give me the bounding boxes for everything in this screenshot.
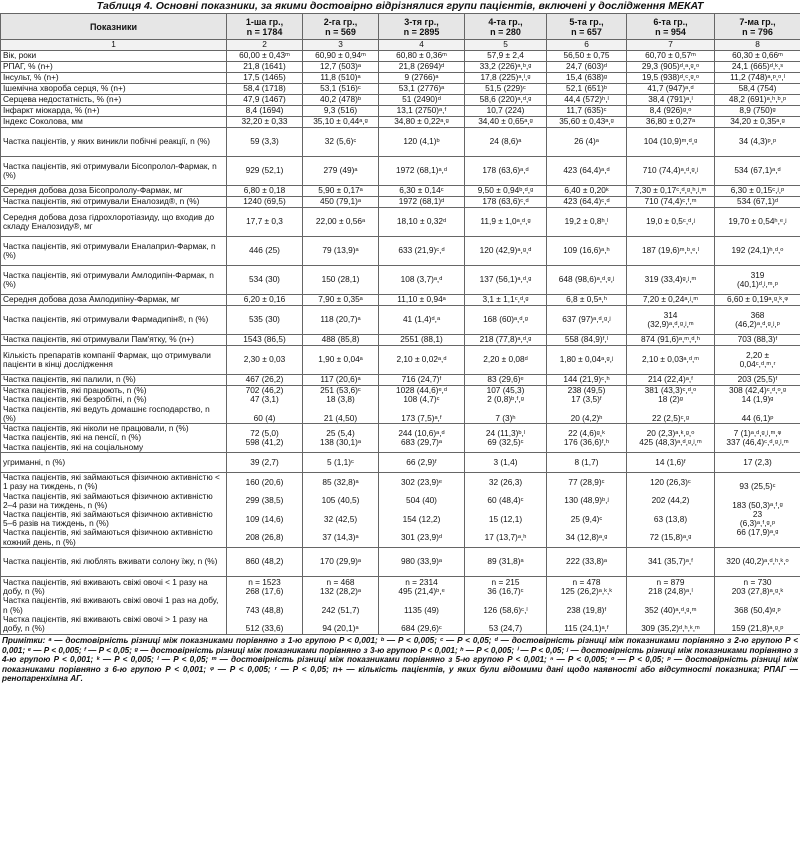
- row-label: Частка пацієнтів, які ніколи не працювали, n (%) Частка пацієнтів, які на пенсії, n (%) Частка пацієнтів, які на соціальному: [1, 424, 227, 453]
- cell-group-4: 34,40 ± 0,65ᵃ,ᵍ: [465, 117, 547, 128]
- cell-group-5: 648 (98,6)ᵃ,ᵈ,ᵍ,ʲ: [547, 266, 627, 295]
- cell-group-1: 702 (46,2) 47 (3,1) 60 (4): [227, 386, 303, 424]
- row-label: Кількість препаратів компанії Фармак, що отримували пацієнти в кінці дослідження: [1, 346, 227, 375]
- table-row: [1, 266, 800, 295]
- row-label: Індекс Соколова, мм: [1, 117, 227, 128]
- cell-group-6: 214 (22,4)ᵃ,ᶠ: [627, 375, 715, 386]
- cell-group-6: 2,10 ± 0,03ᵃ,ᵈ,ᵐ: [627, 346, 715, 375]
- cell-group-2: 35,10 ± 0,44ᵃ,ᵍ: [303, 117, 379, 128]
- cell-group-6: 381 (43,3)ᶜ,ᵈ,ᵒ 18 (2)ᵍ 22 (2,5)ᶜ,ᵍ: [627, 386, 715, 424]
- row-label: Частка пацієнтів, які отримували Бісопролол-Фармак, n (%): [1, 157, 227, 186]
- cell-group-5: 637 (97)ᵃ,ᵈ,ᵍ,ʲ: [547, 306, 627, 335]
- cell-group-6: 19,5 (938)ᵈ,ᶜ,ᵍ,ᵒ: [627, 73, 715, 84]
- cell-group-1: 17,7 ± 0,3: [227, 208, 303, 237]
- cell-group-6: 60,70 ± 0,57ᵐ: [627, 51, 715, 62]
- cell-group-5: 222 (33,8)ᵃ: [547, 548, 627, 577]
- cell-group-2: 40,2 (478)ᵇ: [303, 95, 379, 106]
- cell-group-2: 251 (53,6)ᶜ 18 (3,8) 21 (4,50): [303, 386, 379, 424]
- cell-group-4: 120 (42,9)ᵃ,ᵍ,ᵈ: [465, 237, 547, 266]
- row-label: Вік, роки: [1, 51, 227, 62]
- cell-group-1: 58,4 (1718): [227, 84, 303, 95]
- table-row: [1, 84, 800, 95]
- row-label: Частка пацієнтів, які отримували Пам'ятку, % (n+): [1, 335, 227, 346]
- cell-group-3: 980 (33,9)ᵃ: [379, 548, 465, 577]
- cell-group-3: 2,10 ± 0,02ᵃ,ᵈ: [379, 346, 465, 375]
- cell-group-4: 33,2 (226)ᵃ,ᵇ,ᵍ: [465, 62, 547, 73]
- cell-group-5: 6,40 ± 0,20ᵏ: [547, 186, 627, 197]
- cell-group-7: 8,9 (750)ᵍ: [715, 106, 800, 117]
- table-row: [1, 548, 800, 577]
- row-label: Частка пацієнтів, які отримували Амлодипін-Фармак, n (%): [1, 266, 227, 295]
- cell-group-4: 32 (26,3) 60 (48,4)ᶜ 15 (12,1) 17 (13,7)ᵃ,ʰ: [465, 473, 547, 548]
- cell-group-3: 633 (21,9)ᶜ,ᵈ: [379, 237, 465, 266]
- cell-group-4: 11,9 ± 1,0ᵃ,ᵈ,ᵍ: [465, 208, 547, 237]
- cell-group-4: 2,20 ± 0,08ᵈ: [465, 346, 547, 375]
- cell-group-3: 41 (1,4)ᵈ,ᵃ: [379, 306, 465, 335]
- row-label: Серцева недостатність, % (n+): [1, 95, 227, 106]
- cell-group-3: 66 (2,9)ᶠ: [379, 453, 465, 473]
- cell-group-3: 716 (24,7)ᶠ: [379, 375, 465, 386]
- cell-group-5: 56,50 ± 0,75: [547, 51, 627, 62]
- cell-group-6: 341 (35,7)ᵃ,ᶠ: [627, 548, 715, 577]
- table-row: [1, 237, 800, 266]
- cell-group-4: n = 215 36 (16,7)ᶜ 126 (58,6)ᶜ,ˡ 53 (24,7): [465, 577, 547, 635]
- cell-group-2: 25 (5,4) 138 (30,1)ᵃ: [303, 424, 379, 453]
- cell-group-2: 450 (79,1)ᵃ: [303, 197, 379, 208]
- cell-group-7: 534 (67,1)ᵈ: [715, 197, 800, 208]
- row-label: Частка пацієнтів, які займаються фізичною активністю < 1 разу на тиждень, n (%) Частка пацієнтів, які займаються фізичною активністю 2–4 рази на тиждень, n (%) Частка пацієнтів, які займаються фізичною активністю 5–6 разів на тиждень, n (%) Частка пацієнтів, які займаються фізичною активністю кожний день, n (%): [1, 473, 227, 548]
- cell-group-6: 8,4 (926)ᵍ,ᵒ: [627, 106, 715, 117]
- cell-group-4: 24 (11,3)ᵇ,ˡ 69 (32,5)ᶜ: [465, 424, 547, 453]
- table-row: [1, 157, 800, 186]
- cell-group-3: 60,80 ± 0,36ᵐ: [379, 51, 465, 62]
- column-number-row: [1, 40, 800, 51]
- cell-group-5: 423 (64,4)ᶜ,ᵈ: [547, 197, 627, 208]
- cell-group-1: 8,4 (1694): [227, 106, 303, 117]
- col-number: 8: [715, 40, 800, 51]
- table-row: [1, 386, 800, 424]
- cell-group-1: 534 (30): [227, 266, 303, 295]
- cell-group-3: 21,8 (2694)ᵈ: [379, 62, 465, 73]
- cell-group-5: 11,7 (635)ᶜ: [547, 106, 627, 117]
- table-row: [1, 73, 800, 84]
- cell-group-1: 72 (5,0) 598 (41,2): [227, 424, 303, 453]
- cell-group-5: 44,4 (572)ʰ,ˡ: [547, 95, 627, 106]
- table-row: [1, 208, 800, 237]
- cell-group-3: 53,1 (2776)ᵃ: [379, 84, 465, 95]
- cell-group-2: 7,90 ± 0,35ᵃ: [303, 295, 379, 306]
- cell-group-1: 59 (3,3): [227, 128, 303, 157]
- cell-group-6: 36,80 ± 0,27ᵃ: [627, 117, 715, 128]
- cell-group-4: 137 (56,1)ᵃ,ᵈ,ᵍ: [465, 266, 547, 295]
- cell-group-1: 47,9 (1467): [227, 95, 303, 106]
- cell-group-6: 7,30 ± 0,17ᶜ,ᵈ,ᵍ,ʰ,ʲ,ᵐ: [627, 186, 715, 197]
- table-row: [1, 306, 800, 335]
- cell-group-1: 1240 (69,5): [227, 197, 303, 208]
- cell-group-3: 1028 (44,6)ᵉ,ᵈ 108 (4,7)ᶜ 173 (7,5)ᵃ,ᶠ: [379, 386, 465, 424]
- cell-group-7: 320 (40,2)ᵃ,ᵈ,ʰ,ᵏ,ᵒ: [715, 548, 800, 577]
- col-number: 1: [1, 40, 227, 51]
- row-label: Середня добова доза Бісопрололу-Фармак, мг: [1, 186, 227, 197]
- cell-group-1: 39 (2,7): [227, 453, 303, 473]
- cell-group-7: 203 (25,5)ᶠ: [715, 375, 800, 386]
- header-group-5: 5-та гр., n = 657: [547, 14, 627, 40]
- cell-group-4: 24 (8,6)ᵃ: [465, 128, 547, 157]
- cell-group-4: 51,5 (229)ᶜ: [465, 84, 547, 95]
- cell-group-2: 53,1 (516)ᶜ: [303, 84, 379, 95]
- cell-group-3: 120 (4,1)ᵇ: [379, 128, 465, 157]
- cell-group-1: 2,30 ± 0,03: [227, 346, 303, 375]
- header-group-6: 6-та гр., n = 954: [627, 14, 715, 40]
- table-row: [1, 128, 800, 157]
- table-notes: Примітки: ᵃ — достовірність різниці між показниками порівняно з 1-ю групою P < 0,001; ᵇ — P < 0,005; ᶜ — P < 0,05; ᵈ — достовірність різниці між показниками порівняно з 2-ю групою P < 0,001; ᵉ — P < 0,005; ᶠ — P < 0,05; ᵍ — достовірність різниці між показниками порівняно з 3-ю групою P < 0,001; ʰ — P < 0,005; ⁱ — P < 0,05; ʲ — достовірність різниці між показниками порівняно з 4-ю групою P < 0,001; ᵏ — P < 0,005; ˡ — P < 0,05; ᵐ — достовірність різниці між показниками порівняно з 5-ю групою P < 0,001; ⁿ — P < 0,005; ᵒ — P < 0,05; ᵖ — достовірність різниці між показниками порівняно з 6-ю групою P < 0,001; ᵠ — P < 0,005; ʳ — P < 0,05; n+ — кількість пацієнтів, у яких були відомими дані щодо наявності або відсутності показника; РПАГ — ренопаренхімна АГ.: [2, 636, 798, 684]
- cell-group-4: 178 (63,6)ᶜ,ᵈ: [465, 197, 547, 208]
- cell-group-1: 6,80 ± 0,18: [227, 186, 303, 197]
- cell-group-5: 26 (4)ᵃ: [547, 128, 627, 157]
- table-row: [1, 117, 800, 128]
- cell-group-7: 34,20 ± 0,35ᵃ,ᵍ: [715, 117, 800, 128]
- cell-group-1: 17,5 (1465): [227, 73, 303, 84]
- cell-group-7: 48,2 (691)ᵃ,ʰ,ᵇ,ᵖ: [715, 95, 800, 106]
- cell-group-3: 18,10 ± 0,32ᵈ: [379, 208, 465, 237]
- cell-group-2: 85 (32,8)ᵃ 105 (40,5) 32 (42,5) 37 (14,3)ᵃ: [303, 473, 379, 548]
- cell-group-1: 860 (48,2): [227, 548, 303, 577]
- row-label: угриманні, n (%): [1, 453, 227, 473]
- table-row: [1, 295, 800, 306]
- cell-group-1: 60,00 ± 0,43ᵐ: [227, 51, 303, 62]
- row-label: Частка пацієнтів, які отримували Еналаприл-Фармак, n (%): [1, 237, 227, 266]
- cell-group-5: 423 (64,4)ᵃ,ᵈ: [547, 157, 627, 186]
- cell-group-7: 19,70 ± 0,54ʰ,ᵉ,ʲ: [715, 208, 800, 237]
- table-row: [1, 197, 800, 208]
- table-row: [1, 186, 800, 197]
- cell-group-5: 15,4 (638)ᵍ: [547, 73, 627, 84]
- cell-group-3: 302 (23,9)ᵉ 504 (40) 154 (12,2) 301 (23,9)ᵈ: [379, 473, 465, 548]
- cell-group-7: 24,1 (665)ᵈ,ᵏ,ˢ: [715, 62, 800, 73]
- cell-group-2: 12,7 (503)ᵃ: [303, 62, 379, 73]
- cell-group-4: 178 (63,6)ᵃ,ᵈ: [465, 157, 547, 186]
- cell-group-7: 17 (2,3): [715, 453, 800, 473]
- cell-group-7: 2,20 ± 0,04ᶜ,ᵈ,ᵐ,ʳ: [715, 346, 800, 375]
- cell-group-7: 93 (25,5)ᶜ 183 (50,3)ᵃ,ᶠ,ᵍ 23 (6,3)ᵃ,ᶠ,ᵍ,ᵖ 66 (17,9)ᵃ,ᵍ: [715, 473, 800, 548]
- row-label: Частка пацієнтів, які працюють, n (%) Частка пацієнтів, які безробітні, n (%) Частка пацієнтів, які ведуть домашнє господарство, n (%): [1, 386, 227, 424]
- cell-group-2: 60,90 ± 0,94ᵐ: [303, 51, 379, 62]
- row-label: Частка пацієнтів, які люблять вживати солону їжу, n (%): [1, 548, 227, 577]
- cell-group-4: 3 (1,4): [465, 453, 547, 473]
- cell-group-1: 446 (25): [227, 237, 303, 266]
- cell-group-6: 29,3 (905)ᵈ,ᵃ,ᵍ,ᵒ: [627, 62, 715, 73]
- cell-group-7: n = 730 203 (27,8)ᵃ,ᵍ,ᵏ 368 (50,4)ᵍ,ᵖ 159 (21,8)ᵃ,ᵍ,ᵖ: [715, 577, 800, 635]
- cell-group-2: 488 (85,8): [303, 335, 379, 346]
- header-group-7: 7-ма гр., n = 796: [715, 14, 800, 40]
- cell-group-6: 120 (26,3)ᶜ 202 (44,2) 63 (13,8) 72 (15,8)ᵃ,ᵍ: [627, 473, 715, 548]
- header-group-4: 4-та гр., n = 280: [465, 14, 547, 40]
- cell-group-5: 8 (1,7): [547, 453, 627, 473]
- cell-group-5: 52,1 (651)ᵇ: [547, 84, 627, 95]
- cell-group-5: 1,80 ± 0,04ᵃ,ᵍ,ʲ: [547, 346, 627, 375]
- cell-group-1: 21,8 (1641): [227, 62, 303, 73]
- cell-group-6: n = 879 218 (24,8)ᵃ,ˡ 352 (40)ᵃ,ᵈ,ᵍ,ᵐ 309 (35,2)ᵈ,ʰ,ᵏ,ᵐ: [627, 577, 715, 635]
- cell-group-2: 79 (13,9)ᵃ: [303, 237, 379, 266]
- cell-group-3: 11,10 ± 0,94ᵃ: [379, 295, 465, 306]
- cell-group-2: 150 (28,1): [303, 266, 379, 295]
- cell-group-3: 13,1 (2750)ᵃ,ᶠ: [379, 106, 465, 117]
- cell-group-1: 1543 (86,5): [227, 335, 303, 346]
- cell-group-5: n = 478 125 (26,2)ᵃ,ᵏ,ᵏ 238 (19,8)ᶠ 115 (24,1)ᵃ,ᶠ: [547, 577, 627, 635]
- cell-group-5: 6,8 ± 0,5ᵃ,ʰ: [547, 295, 627, 306]
- cell-group-7: 319 (40,1)ᵈ,ʲ,ᵐ,ᵖ: [715, 266, 800, 295]
- cell-group-7: 7 (1)ᵃ,ᵈ,ᵍ,ʲ,ᵐ,ᵠ 337 (46,4)ᶜ,ᵈ,ᵍ,ʲ,ᵐ: [715, 424, 800, 453]
- cell-group-7: 34 (4,3)ᵖ,ᵖ: [715, 128, 800, 157]
- cell-group-2: 9,3 (516): [303, 106, 379, 117]
- cell-group-6: 38,4 (791)ᵃ,ˡ: [627, 95, 715, 106]
- cell-group-2: 170 (29,9)ᵃ: [303, 548, 379, 577]
- table-row: [1, 335, 800, 346]
- row-label: Ішемічна хвороба серця, % (n+): [1, 84, 227, 95]
- cell-group-2: n = 468 132 (28,2)ᵃ 242 (51,7) 94 (20,1)ᵃ: [303, 577, 379, 635]
- cell-group-3: 1972 (68,1)ᵈ: [379, 197, 465, 208]
- col-number: 2: [227, 40, 303, 51]
- row-label: Інсульт, % (n+): [1, 73, 227, 84]
- cell-group-5: 144 (21,9)ᶜ,ʰ: [547, 375, 627, 386]
- cell-group-1: 6,20 ± 0,16: [227, 295, 303, 306]
- cell-group-1: n = 1523 268 (17,6) 743 (48,8) 512 (33,6): [227, 577, 303, 635]
- cell-group-2: 32 (5,6)ᶜ: [303, 128, 379, 157]
- cell-group-1: 467 (26,2): [227, 375, 303, 386]
- cell-group-7: 308 (42,4)ᶜ,ᵈ,ᵒ,ᵍ 14 (1,9)ᵍ 44 (6,1)ᵖ: [715, 386, 800, 424]
- cell-group-1: 32,20 ± 0,33: [227, 117, 303, 128]
- cell-group-5: 22 (4,6)ᵍ,ᵏ 176 (36,6)ᶠ,ʰ: [547, 424, 627, 453]
- cell-group-3: 108 (3,7)ᵃ,ᵈ: [379, 266, 465, 295]
- cell-group-1: 535 (30): [227, 306, 303, 335]
- cell-group-5: 109 (16,6)ᵃ,ʰ: [547, 237, 627, 266]
- row-label: РПАГ, % (n+): [1, 62, 227, 73]
- table-caption: Таблиця 4. Основні показники, за якими достовірно відрізнялися групи пацієнтів, включені у дослідження МЕКАТ: [96, 0, 704, 12]
- cell-group-4: 218 (77,8)ᵃ,ᵈ,ᵍ: [465, 335, 547, 346]
- cell-group-6: 14 (1,6)ᶠ: [627, 453, 715, 473]
- col-number: 5: [465, 40, 547, 51]
- cell-group-4: 107 (45,3) 2 (0,8)ᵇ,ᶠ,ᵍ 7 (3)ʰ: [465, 386, 547, 424]
- cell-group-7: 6,60 ± 0,19ᵃ,ᵍ,ᵏ,ᵠ: [715, 295, 800, 306]
- col-number: 4: [379, 40, 465, 51]
- row-label: Частка пацієнтів, які отримували Еналозид®, n (%): [1, 197, 227, 208]
- cell-group-6: 319 (33,4)ᵍ,ʲ,ᵐ: [627, 266, 715, 295]
- cell-group-4: 168 (60)ᵃ,ᵈ,ᵍ: [465, 306, 547, 335]
- row-label: Частка пацієнтів, які отримували Фармадипін®, n (%): [1, 306, 227, 335]
- cell-group-7: 703 (88,3)ᶠ: [715, 335, 800, 346]
- header-group-3: 3-тя гр., n = 2895: [379, 14, 465, 40]
- cell-group-6: 104 (10,9)ᵐ,ᵈ,ᵍ: [627, 128, 715, 157]
- cell-group-6: 41,7 (947)ᵃ,ᵈ: [627, 84, 715, 95]
- row-label: Середня добова доза гідрохлоротіазиду, що входив до складу Еналозиду®, мг: [1, 208, 227, 237]
- cell-group-6: 710 (74,4)ᵃ,ᵈ,ᵍ,ʲ: [627, 157, 715, 186]
- cell-group-5: 19,2 ± 0,8ʰ,ˡ: [547, 208, 627, 237]
- cell-group-4: 10,7 (224): [465, 106, 547, 117]
- table-row: [1, 375, 800, 386]
- cell-group-6: 187 (19,6)ᵐ,ᵇ,ᵉ,ˡ: [627, 237, 715, 266]
- cell-group-5: 77 (28,9)ᶜ 130 (48,9)ᵇ,ʲ 25 (9,4)ᶜ 34 (12,8)ᵃ,ᵍ: [547, 473, 627, 548]
- cell-group-2: 117 (20,6)ᵃ: [303, 375, 379, 386]
- row-label: Інфаркт міокарда, % (n+): [1, 106, 227, 117]
- cell-group-2: 5,90 ± 0,17ᵃ: [303, 186, 379, 197]
- cell-group-3: 34,80 ± 0,22ᵃ,ᵍ: [379, 117, 465, 128]
- col-number: 7: [627, 40, 715, 51]
- cell-group-3: 244 (10,6)ᵃ,ᵈ 683 (29,7)ᵃ: [379, 424, 465, 453]
- cell-group-3: 1972 (68,1)ᵃ,ᵈ: [379, 157, 465, 186]
- cell-group-7: 58,4 (754): [715, 84, 800, 95]
- row-label: Частка пацієнтів, які вживають свіжі овочі < 1 разу на добу, n (%) Частка пацієнтів, які вживають свіжі овочі 1 раз на добу, n (%) Частка пацієнтів, які вживають свіжі овочі > 1 разу на добу, n (%): [1, 577, 227, 635]
- cell-group-3: n = 2314 495 (21,4)ᵇ,ᵉ 1135 (49) 684 (29,6)ᶜ: [379, 577, 465, 635]
- cell-group-4: 58,6 (220)ᵃ,ᵈ,ᵍ: [465, 95, 547, 106]
- cell-group-4: 57,9 ± 2,4: [465, 51, 547, 62]
- cell-group-1: 929 (52,1): [227, 157, 303, 186]
- cell-group-6: 7,20 ± 0,24ᵃ,ʲ,ᵐ: [627, 295, 715, 306]
- table-row: [1, 95, 800, 106]
- cell-group-7: 6,30 ± 0,15ᶜ,ʲ,ᵖ: [715, 186, 800, 197]
- table-row: [1, 106, 800, 117]
- table-row: [1, 473, 800, 548]
- cell-group-5: 238 (49,5) 17 (3,5)ᶠ 20 (4,2)ʰ: [547, 386, 627, 424]
- cell-group-2: 279 (49)ᵃ: [303, 157, 379, 186]
- table-row: [1, 62, 800, 73]
- cell-group-3: 9 (2766)ᵃ: [379, 73, 465, 84]
- col-number: 6: [547, 40, 627, 51]
- table-row: [1, 51, 800, 62]
- cell-group-6: 20 (2,3)ᵃ,ᵏ,ᵍ,ᵒ 425 (48,3)ᵃ,ᵈ,ᵍ,ʲ,ᵐ: [627, 424, 715, 453]
- cell-group-3: 6,30 ± 0,14ᶜ: [379, 186, 465, 197]
- results-table: [0, 13, 800, 635]
- header-group-2: 2-га гр., n = 569: [303, 14, 379, 40]
- cell-group-4: 89 (31,8)ᵃ: [465, 548, 547, 577]
- cell-group-7: 534 (67,1)ᵃ,ᵈ: [715, 157, 800, 186]
- header-group-1: 1-ша гр., n = 1784: [227, 14, 303, 40]
- cell-group-6: 314 (32,9)ᵃ,ᵈ,ᵍ,ʲ,ᵐ: [627, 306, 715, 335]
- cell-group-5: 35,60 ± 0,43ᵃ,ᵍ: [547, 117, 627, 128]
- cell-group-7: 368 (46,2)ᵃ,ᵈ,ᵍ,ʲ,ᵖ: [715, 306, 800, 335]
- cell-group-6: 874 (91,6)ᵃ,ᵐ,ᵈ,ʰ: [627, 335, 715, 346]
- cell-group-7: 60,30 ± 0,66ᵐ: [715, 51, 800, 62]
- cell-group-5: 558 (84,9)ᶠ,ˡ: [547, 335, 627, 346]
- row-label: Частка пацієнтів, які палили, n (%): [1, 375, 227, 386]
- cell-group-1: 160 (20,6) 299 (38,5) 109 (14,6) 208 (26,8): [227, 473, 303, 548]
- cell-group-7: 192 (24,1)ʰ,ᵈ,ᵒ: [715, 237, 800, 266]
- cell-group-3: 2551 (88,1): [379, 335, 465, 346]
- cell-group-4: 17,8 (225)ᵃ,ˡ,ᵍ: [465, 73, 547, 84]
- cell-group-7: 11,2 (748)ᵃ,ᵖ,ᵒ,ˡ: [715, 73, 800, 84]
- cell-group-2: 118 (20,7)ᵃ: [303, 306, 379, 335]
- table-row: [1, 453, 800, 473]
- header-row: [1, 14, 800, 40]
- cell-group-3: 51 (2490)ᵈ: [379, 95, 465, 106]
- table-body: [1, 51, 800, 635]
- header-indicator: Показники: [1, 14, 227, 40]
- row-label: Середня добова доза Амлодипіну-Фармак, мг: [1, 295, 227, 306]
- cell-group-2: 22,00 ± 0,56ᵃ: [303, 208, 379, 237]
- col-number: 3: [303, 40, 379, 51]
- cell-group-2: 1,90 ± 0,04ᵃ: [303, 346, 379, 375]
- cell-group-4: 3,1 ± 1,1ᶜ,ᵈ,ᵍ: [465, 295, 547, 306]
- table-row: [1, 346, 800, 375]
- cell-group-4: 9,50 ± 0,94ᵇ,ᵈ,ᵍ: [465, 186, 547, 197]
- row-label: Частка пацієнтів, у яких виникли побічні реакції, n (%): [1, 128, 227, 157]
- cell-group-2: 5 (1,1)ᶜ: [303, 453, 379, 473]
- table-row: [1, 577, 800, 635]
- cell-group-6: 19,0 ± 0,5ᶜ,ᵈ,ʲ: [627, 208, 715, 237]
- cell-group-2: 11,8 (510)ᵃ: [303, 73, 379, 84]
- table-row: [1, 424, 800, 453]
- cell-group-5: 24,7 (603)ᵈ: [547, 62, 627, 73]
- cell-group-4: 83 (29,6)ᵉ: [465, 375, 547, 386]
- cell-group-6: 710 (74,4)ᶜ,ᶠ,ᵐ: [627, 197, 715, 208]
